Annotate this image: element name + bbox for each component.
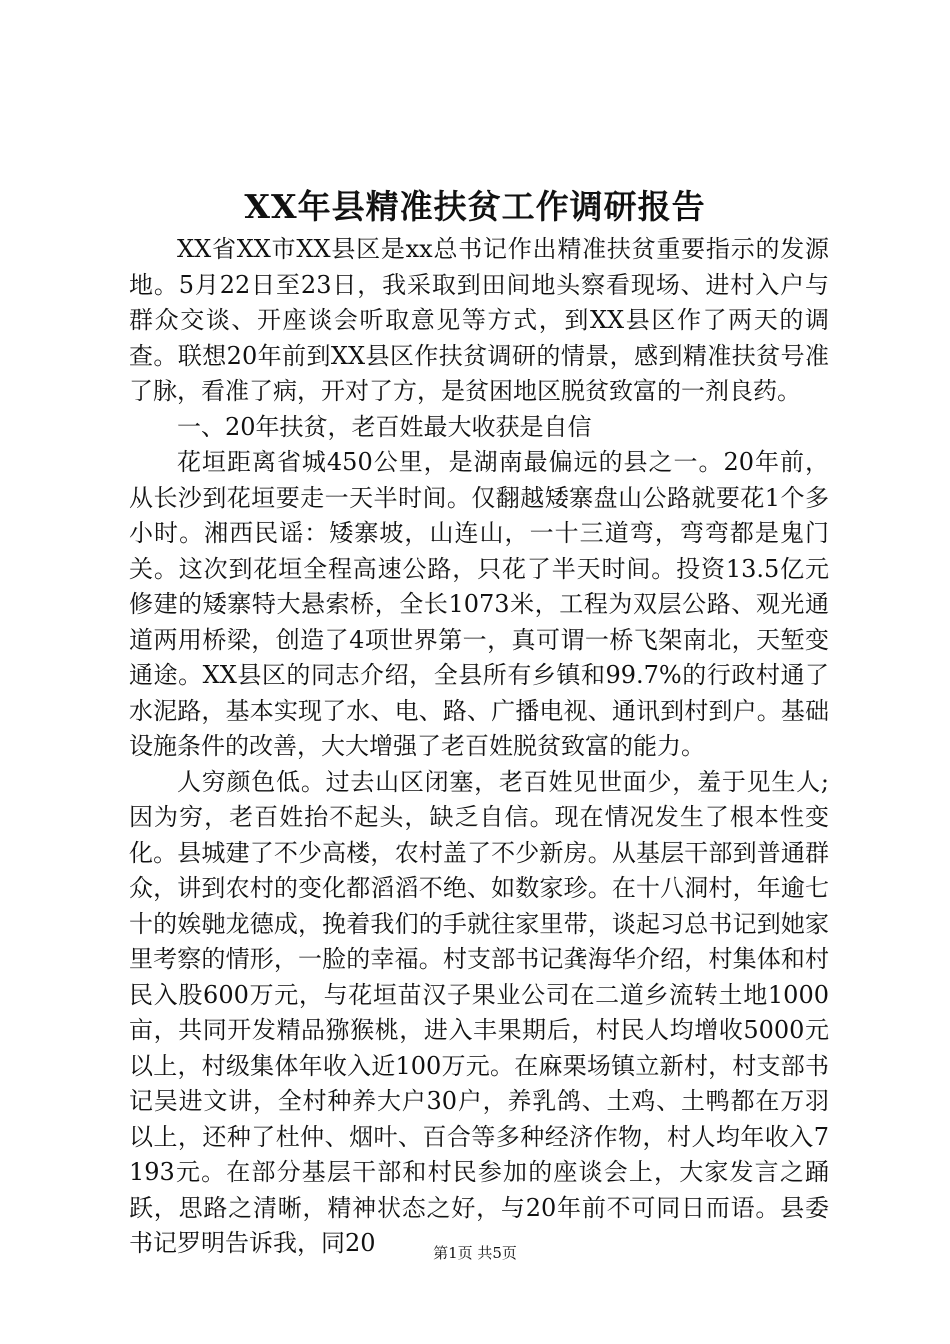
body-paragraph: 人穷颜色低。过去山区闭塞，老百姓见世面少，羞于见生人;因为穷，老百姓抬不起头，缺乏自信。现在情况发生了根本性变化。县城建了不少高楼，农村盖了不少新房。从基层干部到普通群众，讲到农村的变化都滔滔不绝、如数家珍。在十八洞村，年逾七十的娭毑龙德成，挽着我们的手就往家里带，谈起习总书记到她家里考察的情形，一脸的幸福。村支部书记龚海华介绍，村集体和村民入股600万元，与花垣苗汉子果业公司在二道乡流转土地1000亩，共同开发精品猕猴桃，进入丰果期后，村民人均增收5000元以上，村级集体年收入近100万元。在麻栗场镇立新村，村支部书记吴进文讲，全村种养大户30户，养乳鸽、土鸡、土鸭都在万羽以上，还种了杜仲、烟叶、百合等多种经济作物，村人均年收入7193元。在部分基层干部和村民参加的座谈会上，大家发言之踊跃，思路之清晰，精神状态之好，与20年前不可同日而语。县委书记罗明告诉我，同20 — [129, 767, 829, 1257]
document-body — [129, 232, 829, 1262]
page-footer: 第1页 共5页 — [433, 1244, 517, 1262]
section-heading: 一、20年扶贫，老百姓最大收获是自信 — [177, 412, 592, 441]
intro-paragraph: XX省XX市XX县区是xx总书记作出精准扶贫重要指示的发源地。5月22日至23日，我采取到田间地头察看现场、进村入户与群众交谈、开座谈会听取意见等方式，到XX县区作了两天的调查。联想20年前到XX县区作扶贫调研的情景，感到精准扶贫号准了脉，看准了病，开对了方，是贫困地区脱贫致富的一剂良药。 — [129, 235, 829, 405]
body-paragraph: 花垣距离省城450公里，是湖南最偏远的县之一。20年前，从长沙到花垣要走一天半时间。仅翻越矮寨盘山公路就要花1个多小时。湘西民谣：矮寨坡，山连山，一十三道弯，弯弯都是鬼门关。这次到花垣全程高速公路，只花了半天时间。投资13.5亿元修建的矮寨特大悬索桥，全长1073米，工程为双层公路、观光通道两用桥梁，创造了4项世界第一，真可谓一桥飞架南北，天堑变通途。XX县区的同志介绍，全县所有乡镇和99.7%的行政村通了水泥路，基本实现了水、电、路、广播电视、通讯到村到户。基础设施条件的改善，大大增强了老百姓脱贫致富的能力。 — [129, 448, 829, 760]
document-title: XX年县精准扶贫工作调研报告 — [244, 187, 706, 226]
